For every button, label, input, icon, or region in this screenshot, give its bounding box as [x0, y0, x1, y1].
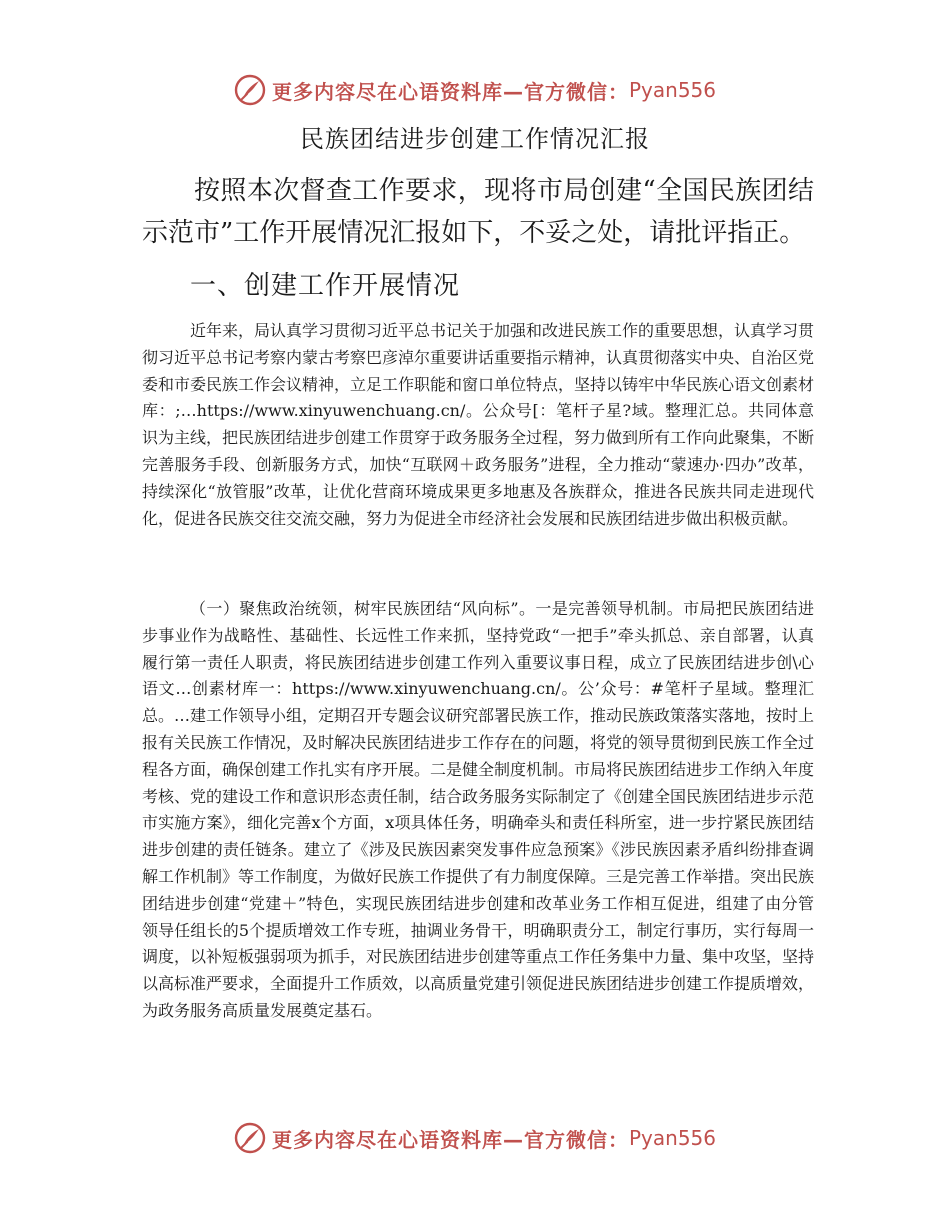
banner-wechat-id: Pyan556: [628, 78, 716, 102]
footer-banner: [0, 1116, 950, 1160]
banner-wechat-id: Pyan556: [628, 1126, 716, 1150]
feather-pen-logo-icon: [234, 74, 266, 106]
document-title: 民族团结进步创建工作情况汇报: [300, 125, 650, 153]
section-heading: 一、创建工作开展情况: [190, 271, 461, 301]
feather-pen-logo-icon: [234, 1122, 266, 1154]
header-banner: [0, 68, 950, 112]
banner-text: 更多内容尽在心语资料库—官方微信：: [271, 1127, 629, 1152]
intro-paragraph: 按照本次督查工作要求，现将市局创建“全国民族团结示范市”工作开展情况汇报如下，不妥之处，请批评指正。: [142, 176, 814, 248]
body-paragraph-1: 近年来，局认真学习贯彻习近平总书记关于加强和改进民族工作的重要思想，认真学习贯彻习近平总书记考察内蒙古考察巴彦淖尔重要讲话重要指示精神，认真贯彻落实中央、自治区党委和市委民族工作会议精神，立足工作职能和窗口单位特点，坚持以铸牢中华民族心语文创素材库：;…https://www.xinyuwenchuang.cn/。公众号[：笔杆子星?域。整理汇总。共同体意识为主线，把民族团结进步创建工作贯穿于政务服务全过程，努力做到所有工作向此聚集，不断完善服务手段、创新服务方式，加快“互联网＋政务服务”进程，全力推动“蒙速办·四办”改革，持续深化“放管服”改革，让优化营商环境成果更多地惠及各族群众，推进各民族共同走进现代化，促进各民族交往交流交融，努力为促进全市经济社会发展和民族团结进步做出积极贡献。: [142, 321, 815, 528]
body-paragraph-2: （一）聚焦政治统领，树牢民族团结“风向标”。一是完善领导机制。市局把民族团结进步事业作为战略性、基础性、长远性工作来抓，坚持党政“一把手”牵头抓总、亲自部署，认真履行第一责任人职责，将民族团结进步创建工作列入重要议事日程，成立了民族团结进步创\心语文…创素材库一：https://www.xinyuwenchuang.cn/。公’众号：#笔杆子星域。整理汇总。…建工作领导小组，定期召开专题会议研究部署民族工作，推动民族政策落实落地，按时上报有关民族工作情况，及时解决民族团结进步工作存在的问题，将党的领导贯彻到民族工作全过程各方面，确保创建工作扎实有序开展。二是健全制度机制。市局将民族团结进步工作纳入年度考核、党的建设工作和意识形态责任制，结合政务服务实际制定了《创建全国民族团结进步示范市实施方案》，细化完善x个方面，x项具体任务，明确牵头和责任科所室，进一步拧紧民族团结进步创建的责任链条。建立了《涉及民族因素突发事件应急预案》《涉民族因素矛盾纠纷排查调解工作机制》等工作制度，为做好民族工作提供了有力制度保障。三是完善工作举措。突出民族团结进步创建“党建＋”特色，实现民族团结进步创建和改革业务工作相互促进，组建了由分管领导任组长的5个提质增效工作专班，抽调业务骨干，明确职责分工，制定行事历，实行每周一调度，以补短板强弱项为抓手，对民族团结进步创建等重点工作任务集中力量、集中攻坚，坚持以高标准严要求，全面提升工作质效，以高质量党建引领促进民族团结进步创建工作提质增效，为政务服务高质量发展奠定基石。: [142, 599, 815, 1020]
banner-text: 更多内容尽在心语资料库—官方微信：: [271, 79, 629, 104]
